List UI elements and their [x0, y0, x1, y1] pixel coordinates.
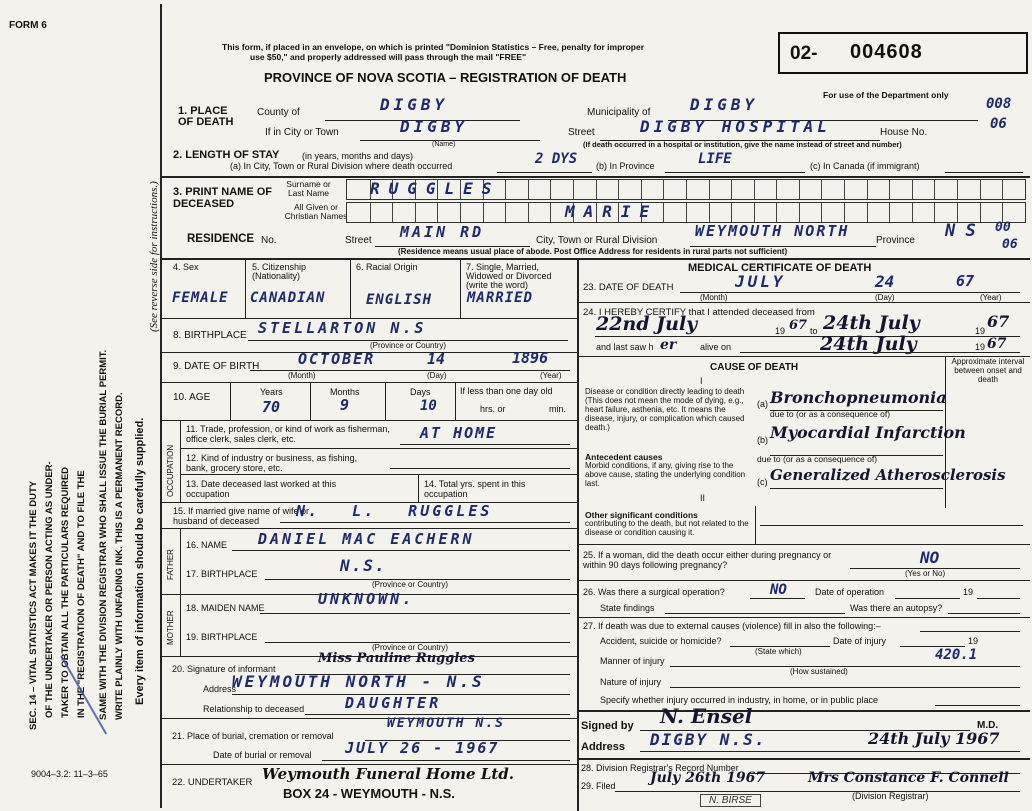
label-father-birthplace: 17. BIRTHPLACE — [186, 569, 258, 579]
label-given-names: All Given or Christian Names — [284, 202, 348, 221]
side-note-7: Every item of information should be carefully supplied. — [134, 417, 146, 705]
label-mother-birthplace: 19. BIRTHPLACE — [186, 632, 258, 642]
department-use-note: For use of the Department only — [823, 90, 949, 100]
dob-day-value: 14 — [427, 350, 446, 368]
registrar-signature: Mrs Constance F. Connell — [808, 770, 1009, 786]
occupation-value: AT HOME — [420, 424, 498, 442]
last-saw-value: er — [660, 337, 677, 353]
label-stay-c: (c) In Canada (if immigrant) — [810, 161, 920, 171]
year-19-d: 19 — [963, 587, 974, 597]
city-value: DIGBY — [400, 117, 469, 136]
label-father: FATHER — [166, 549, 175, 580]
label-house-no: House No. — [880, 127, 928, 138]
label-medical-address: Address — [581, 741, 626, 753]
birthplace-value: STELLARTON N.S — [258, 319, 427, 337]
label-months: Months — [330, 387, 360, 397]
label-days: Days — [410, 387, 431, 397]
state-which-hint: (State which) — [755, 647, 802, 656]
label-stay-a: (a) In City, Town or Rural Division where death occurred — [230, 161, 453, 171]
year-hint-2: (Year) — [980, 293, 1002, 302]
alive-on-value: 24th July — [820, 333, 917, 355]
label-autopsy: Was there an autopsy? — [850, 603, 943, 613]
label-street: Street — [568, 127, 595, 138]
injury-code-value: 420.1 — [935, 647, 978, 663]
label-wife-name: 15. If married give name of wife or husband of deceased — [173, 506, 310, 526]
dob-month-value: OCTOBER — [298, 350, 376, 368]
label-date-of-birth: 9. DATE OF BIRTH — [173, 361, 260, 372]
mail-notice-2: use $50," and properly addressed will pass through the mail "FREE" — [250, 52, 527, 62]
father-birthplace-value: N.S. — [340, 556, 387, 575]
label-date-operation: Date of operation — [815, 587, 885, 597]
due-to-1: due to (or as a consequence of) — [770, 409, 891, 419]
label-other-hint: contributing to the death, but not related to the disease or condition causing it. — [585, 519, 749, 537]
attended-from-value: 22nd July — [596, 313, 698, 335]
label-undertaker: 22. UNDERTAKER — [172, 777, 253, 788]
year-19-a: 19 — [775, 326, 786, 336]
label-surgery: 26. Was there a surgical operation? — [583, 587, 725, 597]
cause-c-value: Generalized Atherosclerosis — [770, 466, 1006, 484]
medical-address-value: DIGBY N.S. — [650, 730, 767, 749]
relationship-value: DAUGHTER — [345, 694, 442, 712]
label-citizenship: 5. Citizenship (Nationality) — [252, 262, 307, 281]
form-title: PROVINCE OF NOVA SCOTIA – REGISTRATION OF DEATH — [264, 70, 627, 85]
county-value: DIGBY — [380, 95, 449, 114]
day-hint-1: (Day) — [427, 371, 447, 380]
label-disease-directly: Disease or condition directly leading to death (This does not mean the mode of dying, e.g., heart failure, asthenia, etc. It means the disease, injury, or complication which caused death.) — [585, 387, 745, 432]
label-filed: 29. Filed — [581, 781, 616, 791]
signed-by-value: N. Ensel — [660, 704, 753, 728]
municipality-value: DIGBY — [690, 95, 759, 114]
name-hint: (Name) — [432, 141, 456, 148]
cause-a-value: Bronchopneumonia — [770, 388, 947, 407]
side-note-2: OF THE UNDERTAKER OR PERSON ACTING AS UNDER- — [44, 461, 55, 718]
label-residence: RESIDENCE — [187, 233, 255, 245]
label-birthplace: 8. BIRTHPLACE — [173, 330, 247, 341]
place-burial-value: WEYMOUTH N.S — [387, 716, 505, 731]
label-mother: MOTHER — [166, 610, 175, 645]
label-min: min. — [549, 404, 567, 414]
label-years: Years — [260, 387, 283, 397]
label-signed-by: Signed by — [581, 720, 634, 732]
label-father-name: 16. NAME — [186, 540, 228, 550]
label-date-injury: Date of injury — [833, 636, 887, 646]
label-other-significant: Other significant conditions — [585, 510, 698, 520]
label-manner: Manner of injury — [600, 656, 665, 666]
approx-interval-label: Approximate interval between onset and death — [951, 357, 1025, 384]
province-country-hint-3: (Province or Country) — [372, 643, 449, 652]
month-hint-2: (Month) — [700, 293, 728, 302]
label-stay-b: (b) In Province — [596, 161, 655, 171]
side-note-4: IN THE "REGISTRATION OF DEATH" AND TO FILE THE — [76, 470, 87, 718]
label-city: If in City or Town — [265, 127, 339, 138]
death-month-value: JULY — [735, 272, 786, 291]
left-margin-line — [160, 4, 162, 808]
label-place-burial: 21. Place of burial, cremation or removal — [172, 731, 334, 741]
label-occupation: OCCUPATION — [166, 444, 175, 497]
province-country-hint-2: (Province or Country) — [372, 580, 449, 589]
division-registrar-hint: (Division Registrar) — [852, 791, 929, 801]
citizenship-value: CANADIAN — [250, 290, 326, 306]
province-country-hint-1: (Province or Country) — [370, 341, 447, 350]
racial-origin-value: ENGLISH — [366, 292, 433, 308]
label-date-burial: Date of burial or removal — [213, 750, 312, 760]
label-less-than-day: If less than one day old — [460, 386, 553, 396]
attended-to-year: 67 — [987, 312, 1010, 331]
side-note-5: SAME WITH THE DIVISION REGISTRAR WHO SHALL ISSUE THE BURIAL PERMIT. — [98, 349, 109, 720]
label-md: M.D. — [977, 720, 999, 731]
due-to-2: due to (or as a consequence of) — [757, 454, 878, 464]
label-residence-street: Street — [345, 235, 372, 246]
given-name-boxes — [346, 202, 1026, 223]
roman-one: I — [700, 376, 703, 386]
side-note-1: SEC. 14 – VITAL STATISTICS ACT MAKES IT THE DUTY — [28, 480, 39, 730]
label-marital: 7. Single, Married, Widowed or Divorced (write the word) — [466, 262, 552, 290]
label-antecedent-hint: Morbid conditions, if any, giving rise to the above cause, stating the underlying condition last. — [585, 461, 746, 488]
cause-b-value: Myocardial Infarction — [770, 423, 966, 442]
label-place-of-death: 1. PLACE OF DEATH — [178, 105, 234, 128]
year-19-c: 19 — [975, 342, 986, 352]
label-surname: Surname or Last Name — [286, 179, 331, 198]
registration-prefix: 02- — [790, 43, 818, 64]
label-informant-address: Address — [203, 684, 237, 694]
attended-to-value: 24th July — [823, 312, 920, 334]
center-divider — [577, 258, 579, 811]
stay-a-value: 2 DYS — [535, 151, 578, 167]
street-value: DIGBY HOSPITAL — [640, 117, 831, 136]
roman-two: II — [700, 493, 706, 503]
informant-address-value: WEYMOUTH NORTH - N.S — [232, 672, 485, 691]
label-print-name: 3. PRINT NAME OF DECEASED — [173, 186, 273, 210]
residence-province-value: N S — [945, 221, 976, 241]
label-occ-12: 12. Kind of industry or business, as fishing, bank, grocery store, etc. — [186, 453, 358, 473]
label-informant-sig: 20. Signature of informant — [172, 664, 276, 674]
surname-value: RUGGLES — [370, 179, 501, 198]
registrar-stamp: N. BIRSE — [700, 794, 761, 807]
label-external-causes: 27. If death was due to external causes (violence) fill in also the following:– — [583, 621, 881, 631]
label-cause-a: (a) — [757, 399, 768, 409]
age-days-value: 10 — [420, 398, 437, 414]
label-to: to — [810, 326, 818, 336]
yes-no-hint: (Yes or No) — [905, 569, 946, 578]
label-residence-no: No. — [261, 235, 277, 246]
residence-hint: (Residence means usual place of abode. Post Office Address for residents in rural parts not sufficient) — [398, 247, 788, 256]
stay-hint: (in years, months and days) — [302, 151, 414, 161]
given-names-value: MARIE — [565, 202, 659, 221]
registration-number-box — [778, 32, 1028, 74]
label-cause-b: (b) — [757, 435, 768, 445]
label-county: County of — [257, 107, 300, 118]
residence-division-value: WEYMOUTH NORTH — [695, 222, 850, 240]
label-length-of-stay: 2. LENGTH OF STAY — [173, 149, 280, 161]
dept-code-3: 00 — [995, 220, 1011, 235]
label-occ-13: 13. Date deceased last worked at this occupation — [186, 479, 337, 499]
year-hint-1: (Year) — [540, 371, 562, 380]
marital-value: MARRIED — [467, 290, 534, 306]
death-year-value: 67 — [956, 272, 975, 290]
stay-b-value: LIFE — [698, 151, 732, 167]
dept-code-2: 06 — [990, 116, 1007, 132]
age-months-value: 9 — [340, 396, 350, 414]
label-alive-on: alive on — [700, 342, 732, 352]
label-municipality: Municipality of — [587, 107, 651, 118]
dob-year-value: 1896 — [512, 349, 549, 367]
attended-from-year: 67 — [789, 318, 808, 333]
registration-number: 004608 — [850, 41, 923, 63]
label-pregnancy: 25. If a woman, did the death occur either during pregnancy or within 90 days following pregnancy? — [583, 550, 832, 570]
alive-on-year: 67 — [987, 336, 1007, 352]
death-day-value: 24 — [875, 272, 895, 291]
father-name-value: DANIEL MAC EACHERN — [258, 530, 475, 548]
label-certify: 24. I HEREBY CERTIFY that I attended deceased from — [583, 307, 815, 318]
age-years-value: 70 — [262, 398, 281, 416]
label-sex: 4. Sex — [173, 262, 199, 272]
residence-street-value: MAIN RD — [400, 223, 485, 241]
dept-code-1: 008 — [986, 96, 1012, 112]
side-note-6: WRITE PLAINLY WITH UNFADING INK. THIS IS A PERMANENT RECORD. — [114, 392, 125, 720]
pen-mark — [60, 636, 141, 735]
label-cause-c: (c) — [757, 477, 768, 487]
undertaker-stamp-line-1: Weymouth Funeral Home Ltd. — [262, 765, 515, 783]
form-label: FORM 6 — [9, 20, 47, 31]
undertaker-stamp-line-2: BOX 24 - WEYMOUTH - N.S. — [283, 786, 455, 801]
year-19-e: 19 — [968, 636, 979, 646]
dept-code-4: 06 — [1002, 237, 1018, 252]
label-state-findings: State findings — [600, 603, 655, 613]
surgery-value: NO — [770, 582, 787, 598]
label-specify: Specify whether injury occurred in industry, in home, or in public place — [600, 695, 878, 705]
label-nature: Nature of injury — [600, 677, 662, 687]
label-occ-14: 14. Total yrs. spent in this occupation — [424, 479, 526, 499]
maiden-name-value: UNKNOWN. — [318, 590, 415, 608]
label-residence-province: Province — [876, 235, 915, 246]
mail-notice-1: This form, if placed in an envelope, on which is printed "Dominion Statistics – Free, penalty for improper — [222, 42, 645, 52]
wife-name-value: N. L. RUGGLES — [296, 502, 493, 520]
label-relationship: Relationship to deceased — [203, 704, 305, 714]
label-occ-11: 11. Trade, profession, or kind of work as fisherman, office clerk, sales clerk, etc. — [186, 424, 390, 444]
label-date-of-death: 23. DATE OF DEATH — [583, 282, 674, 293]
label-residence-division: City, Town or Rural Division — [536, 235, 658, 246]
label-age: 10. AGE — [173, 392, 211, 403]
label-antecedent: Antecedent causes — [585, 452, 663, 462]
day-hint-2: (Day) — [875, 293, 895, 302]
footer-code: 9004–3.2: 11–3–65 — [31, 769, 108, 779]
label-registrar-number: 28. Division Registrar's Record Number — [581, 763, 739, 773]
label-last-saw: and last saw h — [596, 342, 654, 352]
cause-title: CAUSE OF DEATH — [710, 362, 799, 373]
label-accident: Accident, suicide or homicide? — [600, 636, 722, 646]
month-hint-1: (Month) — [288, 371, 316, 380]
year-19-b: 19 — [975, 326, 986, 336]
date-burial-value: JULY 26 - 1967 — [345, 739, 500, 757]
how-sustained-hint: (How sustained) — [790, 667, 848, 676]
sex-value: FEMALE — [172, 290, 229, 306]
side-note-8: (See reverse side for instructions.) — [148, 181, 160, 332]
filed-value: July 26th 1967 — [650, 770, 766, 786]
hospital-hint: (If death occurred in a hospital or institution, give the name instead of street and number) — [583, 140, 902, 149]
medical-date-value: 24th July 1967 — [868, 729, 1000, 748]
pregnancy-value: NO — [920, 548, 940, 567]
label-hrs: hrs. or — [480, 404, 506, 414]
label-racial-origin: 6. Racial Origin — [356, 262, 418, 272]
informant-sig-value: Miss Pauline Ruggles — [318, 651, 475, 666]
medical-certificate-title: MEDICAL CERTIFICATE OF DEATH — [688, 262, 872, 274]
label-maiden-name: 18. MAIDEN NAME — [186, 603, 265, 613]
side-note-3: TAKER TO OBTAIN ALL THE PARTICULARS REQUIRED — [60, 466, 71, 718]
